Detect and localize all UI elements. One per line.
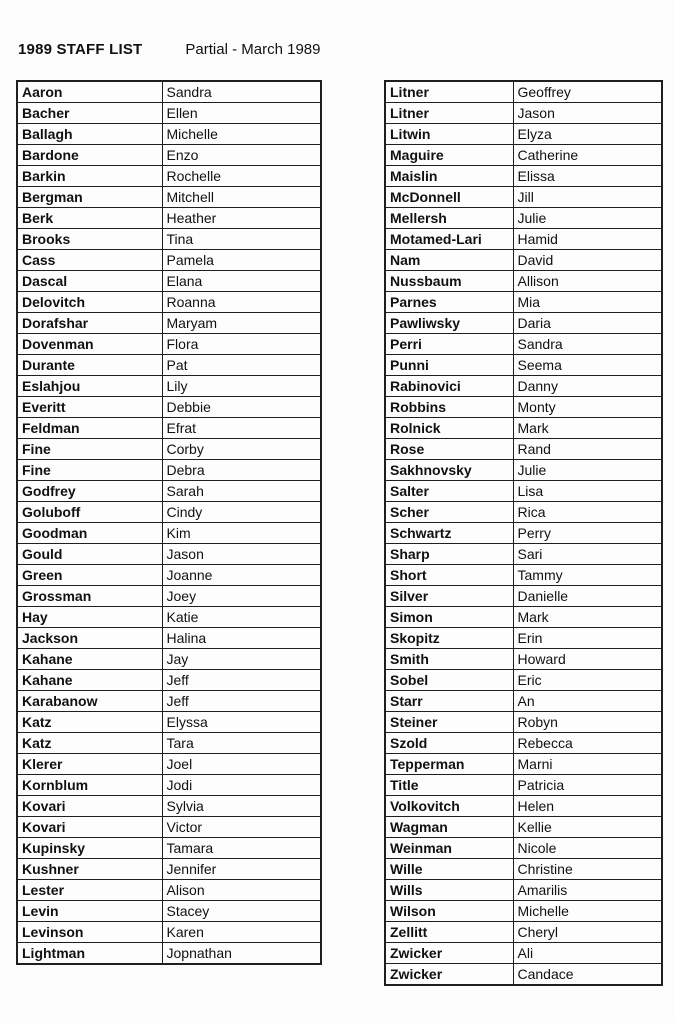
- first-name-cell: Sandra: [513, 334, 662, 355]
- table-row: [17, 838, 321, 859]
- table-row: [17, 523, 321, 544]
- first-name-cell: Jay: [162, 649, 321, 670]
- table-row: [17, 586, 321, 607]
- table-row: [385, 292, 662, 313]
- page-title: 1989 STAFF LIST: [18, 41, 143, 58]
- first-name-cell: Marni: [513, 754, 662, 775]
- first-name-cell: Karen: [162, 922, 321, 943]
- last-name-cell: Maislin: [385, 166, 513, 187]
- last-name-cell: Wilson: [385, 901, 513, 922]
- staff-table-right: [384, 80, 663, 986]
- first-name-cell: Jennifer: [162, 859, 321, 880]
- first-name-cell: Sandra: [162, 81, 321, 103]
- first-name-cell: Jeff: [162, 670, 321, 691]
- last-name-cell: Title: [385, 775, 513, 796]
- first-name-cell: Nicole: [513, 838, 662, 859]
- last-name-cell: Pawliwsky: [385, 313, 513, 334]
- last-name-cell: Bergman: [17, 187, 162, 208]
- first-name-cell: Helen: [513, 796, 662, 817]
- last-name-cell: Wagman: [385, 817, 513, 838]
- first-name-cell: Mark: [513, 418, 662, 439]
- table-row: [17, 607, 321, 628]
- last-name-cell: Zwicker: [385, 964, 513, 986]
- table-row: [17, 460, 321, 481]
- first-name-cell: An: [513, 691, 662, 712]
- table-row: [17, 922, 321, 943]
- last-name-cell: Gould: [17, 544, 162, 565]
- table-row: [385, 376, 662, 397]
- last-name-cell: Brooks: [17, 229, 162, 250]
- last-name-cell: Schwartz: [385, 523, 513, 544]
- table-row: [385, 565, 662, 586]
- first-name-cell: Catherine: [513, 145, 662, 166]
- first-name-cell: David: [513, 250, 662, 271]
- last-name-cell: Grossman: [17, 586, 162, 607]
- last-name-cell: Litner: [385, 103, 513, 124]
- table-row: [17, 775, 321, 796]
- first-name-cell: Danielle: [513, 586, 662, 607]
- table-row: [385, 775, 662, 796]
- first-name-cell: Danny: [513, 376, 662, 397]
- table-row: [385, 250, 662, 271]
- first-name-cell: Debra: [162, 460, 321, 481]
- last-name-cell: Simon: [385, 607, 513, 628]
- last-name-cell: Delovitch: [17, 292, 162, 313]
- last-name-cell: Rolnick: [385, 418, 513, 439]
- table-row: [385, 901, 662, 922]
- table-row: [385, 81, 662, 103]
- last-name-cell: Godfrey: [17, 481, 162, 502]
- first-name-cell: Amarilis: [513, 880, 662, 901]
- first-name-cell: Monty: [513, 397, 662, 418]
- table-row: [385, 355, 662, 376]
- last-name-cell: Fine: [17, 439, 162, 460]
- table-row: [17, 166, 321, 187]
- last-name-cell: Katz: [17, 733, 162, 754]
- first-name-cell: Kim: [162, 523, 321, 544]
- last-name-cell: Wills: [385, 880, 513, 901]
- last-name-cell: Rabinovici: [385, 376, 513, 397]
- table-row: [385, 733, 662, 754]
- first-name-cell: Enzo: [162, 145, 321, 166]
- last-name-cell: Barkin: [17, 166, 162, 187]
- first-name-cell: Eric: [513, 670, 662, 691]
- last-name-cell: Perri: [385, 334, 513, 355]
- first-name-cell: Roanna: [162, 292, 321, 313]
- table-row: [17, 124, 321, 145]
- table-row: [385, 502, 662, 523]
- table-row: [385, 628, 662, 649]
- table-row: [385, 166, 662, 187]
- last-name-cell: Aaron: [17, 81, 162, 103]
- first-name-cell: Julie: [513, 208, 662, 229]
- table-row: [385, 145, 662, 166]
- table-row: [17, 292, 321, 313]
- table-row: [17, 754, 321, 775]
- last-name-cell: Volkovitch: [385, 796, 513, 817]
- first-name-cell: Kellie: [513, 817, 662, 838]
- table-row: [17, 880, 321, 901]
- first-name-cell: Corby: [162, 439, 321, 460]
- table-row: [17, 817, 321, 838]
- last-name-cell: Dorafshar: [17, 313, 162, 334]
- last-name-cell: Punni: [385, 355, 513, 376]
- first-name-cell: Elyssa: [162, 712, 321, 733]
- page-header: [18, 41, 320, 59]
- last-name-cell: Szold: [385, 733, 513, 754]
- staff-table-left-body: [17, 81, 321, 964]
- table-row: [385, 229, 662, 250]
- last-name-cell: Ballagh: [17, 124, 162, 145]
- first-name-cell: Lisa: [513, 481, 662, 502]
- table-row: [385, 124, 662, 145]
- first-name-cell: Pamela: [162, 250, 321, 271]
- table-row: [385, 880, 662, 901]
- first-name-cell: Sari: [513, 544, 662, 565]
- first-name-cell: Sarah: [162, 481, 321, 502]
- first-name-cell: Joey: [162, 586, 321, 607]
- first-name-cell: Michelle: [513, 901, 662, 922]
- table-row: [17, 733, 321, 754]
- last-name-cell: Kupinsky: [17, 838, 162, 859]
- table-row: [385, 460, 662, 481]
- last-name-cell: Everitt: [17, 397, 162, 418]
- last-name-cell: Goodman: [17, 523, 162, 544]
- last-name-cell: Zwicker: [385, 943, 513, 964]
- last-name-cell: Short: [385, 565, 513, 586]
- last-name-cell: Bacher: [17, 103, 162, 124]
- table-row: [385, 691, 662, 712]
- last-name-cell: Feldman: [17, 418, 162, 439]
- table-row: [17, 565, 321, 586]
- last-name-cell: Karabanow: [17, 691, 162, 712]
- last-name-cell: Lightman: [17, 943, 162, 965]
- last-name-cell: Litner: [385, 81, 513, 103]
- last-name-cell: Bardone: [17, 145, 162, 166]
- last-name-cell: Motamed-Lari: [385, 229, 513, 250]
- last-name-cell: Maguire: [385, 145, 513, 166]
- last-name-cell: Kornblum: [17, 775, 162, 796]
- first-name-cell: Pat: [162, 355, 321, 376]
- table-row: [17, 481, 321, 502]
- table-row: [17, 691, 321, 712]
- last-name-cell: Eslahjou: [17, 376, 162, 397]
- table-row: [385, 964, 662, 986]
- last-name-cell: Kovari: [17, 817, 162, 838]
- last-name-cell: Mellersh: [385, 208, 513, 229]
- first-name-cell: Christine: [513, 859, 662, 880]
- last-name-cell: Sobel: [385, 670, 513, 691]
- table-row: [385, 922, 662, 943]
- first-name-cell: Sylvia: [162, 796, 321, 817]
- table-row: [17, 376, 321, 397]
- last-name-cell: Levinson: [17, 922, 162, 943]
- table-row: [385, 586, 662, 607]
- first-name-cell: Debbie: [162, 397, 321, 418]
- first-name-cell: Seema: [513, 355, 662, 376]
- table-row: [385, 817, 662, 838]
- last-name-cell: Nam: [385, 250, 513, 271]
- last-name-cell: Lester: [17, 880, 162, 901]
- last-name-cell: Smith: [385, 649, 513, 670]
- staff-table-right-body: [385, 81, 662, 985]
- first-name-cell: Tammy: [513, 565, 662, 586]
- first-name-cell: Tina: [162, 229, 321, 250]
- table-row: [17, 712, 321, 733]
- table-row: [17, 81, 321, 103]
- table-row: [385, 670, 662, 691]
- table-row: [385, 187, 662, 208]
- table-row: [385, 439, 662, 460]
- last-name-cell: Sharp: [385, 544, 513, 565]
- table-row: [17, 250, 321, 271]
- table-row: [17, 397, 321, 418]
- table-row: [385, 481, 662, 502]
- last-name-cell: Kushner: [17, 859, 162, 880]
- table-row: [385, 271, 662, 292]
- last-name-cell: Fine: [17, 460, 162, 481]
- table-row: [17, 649, 321, 670]
- first-name-cell: Rebecca: [513, 733, 662, 754]
- table-row: [385, 607, 662, 628]
- table-row: [17, 271, 321, 292]
- table-row: [385, 523, 662, 544]
- last-name-cell: Sakhnovsky: [385, 460, 513, 481]
- last-name-cell: Steiner: [385, 712, 513, 733]
- last-name-cell: Durante: [17, 355, 162, 376]
- last-name-cell: Kahane: [17, 670, 162, 691]
- first-name-cell: Elissa: [513, 166, 662, 187]
- last-name-cell: Berk: [17, 208, 162, 229]
- first-name-cell: Mia: [513, 292, 662, 313]
- first-name-cell: Jason: [162, 544, 321, 565]
- table-row: [17, 187, 321, 208]
- last-name-cell: Litwin: [385, 124, 513, 145]
- first-name-cell: Patricia: [513, 775, 662, 796]
- last-name-cell: Tepperman: [385, 754, 513, 775]
- first-name-cell: Geoffrey: [513, 81, 662, 103]
- table-row: [385, 334, 662, 355]
- table-row: [385, 754, 662, 775]
- first-name-cell: Cheryl: [513, 922, 662, 943]
- first-name-cell: Jill: [513, 187, 662, 208]
- first-name-cell: Robyn: [513, 712, 662, 733]
- table-row: [17, 628, 321, 649]
- last-name-cell: McDonnell: [385, 187, 513, 208]
- first-name-cell: Allison: [513, 271, 662, 292]
- table-row: [17, 355, 321, 376]
- last-name-cell: Goluboff: [17, 502, 162, 523]
- table-row: [385, 796, 662, 817]
- last-name-cell: Weinman: [385, 838, 513, 859]
- last-name-cell: Skopitz: [385, 628, 513, 649]
- last-name-cell: Klerer: [17, 754, 162, 775]
- table-row: [17, 796, 321, 817]
- first-name-cell: Joel: [162, 754, 321, 775]
- table-row: [17, 145, 321, 166]
- table-row: [17, 229, 321, 250]
- table-row: [17, 859, 321, 880]
- last-name-cell: Hay: [17, 607, 162, 628]
- table-row: [385, 103, 662, 124]
- last-name-cell: Jackson: [17, 628, 162, 649]
- page-subtitle: Partial - March 1989: [185, 41, 321, 58]
- first-name-cell: Howard: [513, 649, 662, 670]
- last-name-cell: Katz: [17, 712, 162, 733]
- first-name-cell: Candace: [513, 964, 662, 986]
- last-name-cell: Robbins: [385, 397, 513, 418]
- table-row: [17, 313, 321, 334]
- first-name-cell: Joanne: [162, 565, 321, 586]
- last-name-cell: Wille: [385, 859, 513, 880]
- last-name-cell: Rose: [385, 439, 513, 460]
- table-row: [385, 418, 662, 439]
- table-row: [17, 103, 321, 124]
- last-name-cell: Starr: [385, 691, 513, 712]
- first-name-cell: Jodi: [162, 775, 321, 796]
- table-row: [17, 670, 321, 691]
- first-name-cell: Rochelle: [162, 166, 321, 187]
- table-row: [385, 838, 662, 859]
- first-name-cell: Cindy: [162, 502, 321, 523]
- table-row: [17, 901, 321, 922]
- table-row: [17, 502, 321, 523]
- first-name-cell: Elyza: [513, 124, 662, 145]
- first-name-cell: Flora: [162, 334, 321, 355]
- first-name-cell: Hamid: [513, 229, 662, 250]
- first-name-cell: Tamara: [162, 838, 321, 859]
- table-row: [17, 544, 321, 565]
- first-name-cell: Perry: [513, 523, 662, 544]
- first-name-cell: Julie: [513, 460, 662, 481]
- table-row: [385, 313, 662, 334]
- first-name-cell: Daria: [513, 313, 662, 334]
- first-name-cell: Lily: [162, 376, 321, 397]
- first-name-cell: Alison: [162, 880, 321, 901]
- last-name-cell: Kahane: [17, 649, 162, 670]
- first-name-cell: Heather: [162, 208, 321, 229]
- last-name-cell: Salter: [385, 481, 513, 502]
- table-row: [385, 859, 662, 880]
- last-name-cell: Silver: [385, 586, 513, 607]
- table-row: [17, 943, 321, 965]
- last-name-cell: Parnes: [385, 292, 513, 313]
- first-name-cell: Mitchell: [162, 187, 321, 208]
- table-row: [385, 544, 662, 565]
- last-name-cell: Dascal: [17, 271, 162, 292]
- first-name-cell: Rica: [513, 502, 662, 523]
- first-name-cell: Michelle: [162, 124, 321, 145]
- table-row: [385, 712, 662, 733]
- first-name-cell: Stacey: [162, 901, 321, 922]
- table-row: [385, 649, 662, 670]
- first-name-cell: Rand: [513, 439, 662, 460]
- table-row: [385, 397, 662, 418]
- staff-table-left: [16, 80, 322, 965]
- first-name-cell: Tara: [162, 733, 321, 754]
- table-row: [385, 943, 662, 964]
- table-row: [17, 439, 321, 460]
- last-name-cell: Dovenman: [17, 334, 162, 355]
- first-name-cell: Katie: [162, 607, 321, 628]
- first-name-cell: Elana: [162, 271, 321, 292]
- last-name-cell: Levin: [17, 901, 162, 922]
- first-name-cell: Erin: [513, 628, 662, 649]
- first-name-cell: Mark: [513, 607, 662, 628]
- first-name-cell: Victor: [162, 817, 321, 838]
- first-name-cell: Maryam: [162, 313, 321, 334]
- table-row: [385, 208, 662, 229]
- table-row: [17, 208, 321, 229]
- first-name-cell: Ellen: [162, 103, 321, 124]
- last-name-cell: Kovari: [17, 796, 162, 817]
- first-name-cell: Jopnathan: [162, 943, 321, 965]
- first-name-cell: Efrat: [162, 418, 321, 439]
- last-name-cell: Zellitt: [385, 922, 513, 943]
- first-name-cell: Jason: [513, 103, 662, 124]
- last-name-cell: Green: [17, 565, 162, 586]
- last-name-cell: Nussbaum: [385, 271, 513, 292]
- first-name-cell: Jeff: [162, 691, 321, 712]
- table-row: [17, 418, 321, 439]
- last-name-cell: Cass: [17, 250, 162, 271]
- last-name-cell: Scher: [385, 502, 513, 523]
- first-name-cell: Ali: [513, 943, 662, 964]
- first-name-cell: Halina: [162, 628, 321, 649]
- table-row: [17, 334, 321, 355]
